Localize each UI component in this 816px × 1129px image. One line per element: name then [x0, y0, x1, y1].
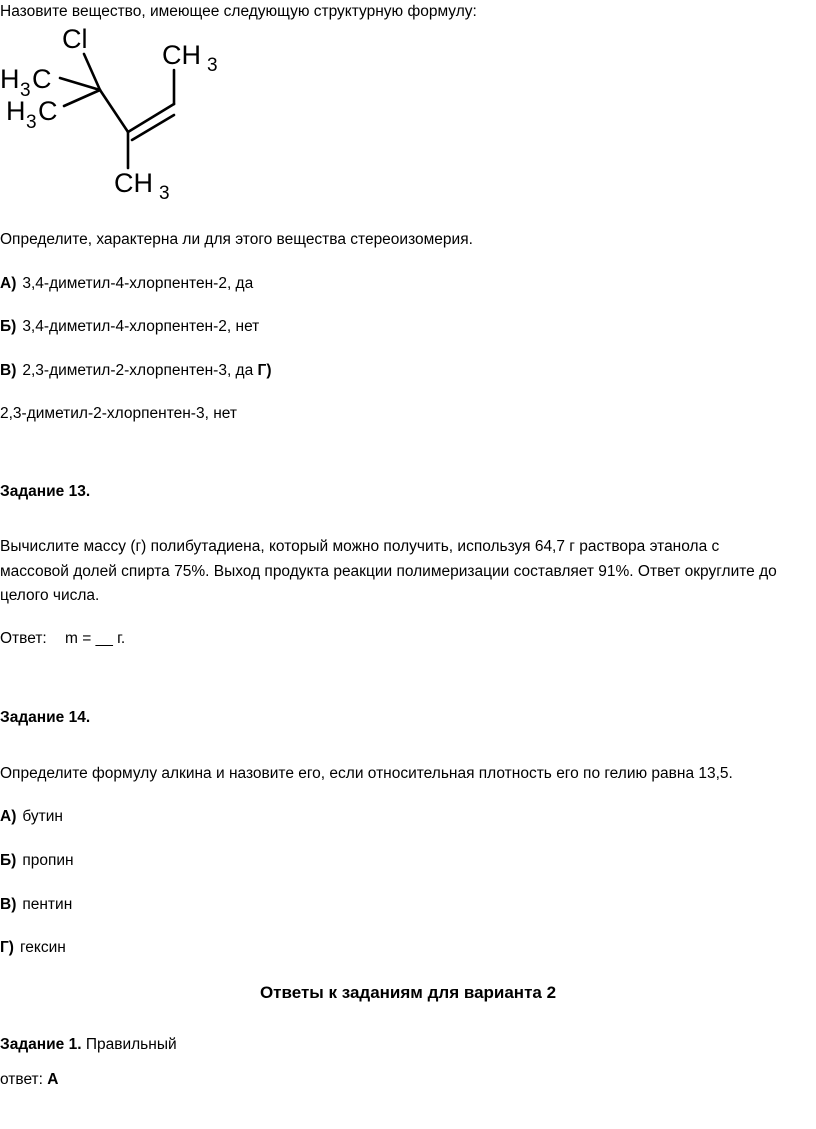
- task-14-option-v[interactable]: [0, 896, 72, 914]
- atom-h3c-1-c: C: [32, 64, 52, 94]
- bond-methyl-1: [60, 78, 100, 90]
- task-13-text-line-3: целого числа.: [0, 587, 100, 604]
- option-text: 3,4-диметил-4-хлорпентен-2, нет: [22, 318, 260, 335]
- atom-ch3-top-sub: 3: [207, 55, 218, 76]
- atom-ch3-top: CH: [162, 40, 201, 70]
- task-14-option-b[interactable]: [0, 852, 74, 870]
- task-14-option-a[interactable]: [0, 808, 63, 826]
- option-text: 3,4-диметил-4-хлорпентен-2, да: [22, 275, 254, 292]
- answer-formula: m = __ г.: [65, 630, 126, 647]
- question-prompt: Назовите вещество, имеющее следующую структурную формулу:: [0, 3, 477, 20]
- task-13-title: Задание 13.: [0, 483, 91, 500]
- task-14-text: Определите формулу алкина и назовите его, если относительная плотность его по гелию равна 13,5.: [0, 765, 733, 782]
- answer-task-1: [0, 1036, 177, 1054]
- atom-h3c-1-h: H: [0, 64, 20, 94]
- option-text: 2,3-диметил-2-хлорпентен-3, нет: [0, 405, 237, 422]
- answers-heading: Ответы к заданиям для варианта 2: [259, 983, 557, 1002]
- answer-label: Ответ:: [0, 630, 47, 647]
- answer-task-1-text: Правильный: [85, 1036, 177, 1053]
- task-13-text-line-2: массовой долей спирта 75%. Выход продукта реакции полимеризации составляет 91%. Ответ округлите до: [0, 563, 777, 580]
- atom-h3c-2-sub: 3: [26, 112, 37, 133]
- bond-methyl-2: [64, 90, 100, 106]
- option-text: 2,3-диметил-2-хлорпентен-3, да: [22, 362, 254, 379]
- option-text: бутин: [22, 808, 63, 825]
- option-label: А): [0, 808, 17, 825]
- atom-cl: Cl: [62, 24, 88, 54]
- answer-task-1-title: Задание 1.: [0, 1036, 82, 1053]
- answer-task-1-value: [0, 1071, 58, 1089]
- structural-formula: [0, 22, 240, 202]
- option-label: А): [0, 275, 17, 292]
- option-a[interactable]: [0, 275, 253, 293]
- atom-ch3-bottom: CH: [114, 168, 153, 198]
- atom-h3c-2-c: C: [38, 96, 58, 126]
- option-text: пентин: [22, 896, 73, 913]
- double-bond-2: [132, 115, 174, 140]
- option-label: В): [0, 362, 17, 379]
- option-label: В): [0, 896, 17, 913]
- option-v[interactable]: [0, 362, 272, 380]
- task-14-title: Задание 14.: [0, 709, 91, 726]
- atom-h3c-2-h: H: [6, 96, 26, 126]
- atom-h3c-1-sub: 3: [20, 80, 31, 101]
- option-text: пропин: [22, 852, 74, 869]
- bond-c-c: [100, 90, 128, 132]
- option-label: Г): [0, 939, 14, 956]
- atom-ch3-bottom-sub: 3: [159, 183, 170, 202]
- option-b[interactable]: [0, 318, 259, 336]
- task-13-text-line-1: Вычислите массу (г) полибутадиена, который можно получить, используя 64,7 г раствора этанола с: [0, 538, 720, 555]
- task-13-answer: [0, 630, 125, 648]
- answer-value: А: [47, 1071, 59, 1088]
- option-label: Б): [0, 318, 17, 335]
- option-g[interactable]: [0, 405, 237, 423]
- answer-prefix: ответ:: [0, 1071, 43, 1088]
- option-text: гексин: [19, 939, 66, 956]
- option-label: Г): [257, 362, 272, 379]
- option-label: Б): [0, 852, 17, 869]
- question-sub-prompt: Определите, характерна ли для этого вещества стереоизомерия.: [0, 231, 473, 248]
- task-14-option-g[interactable]: [0, 939, 66, 957]
